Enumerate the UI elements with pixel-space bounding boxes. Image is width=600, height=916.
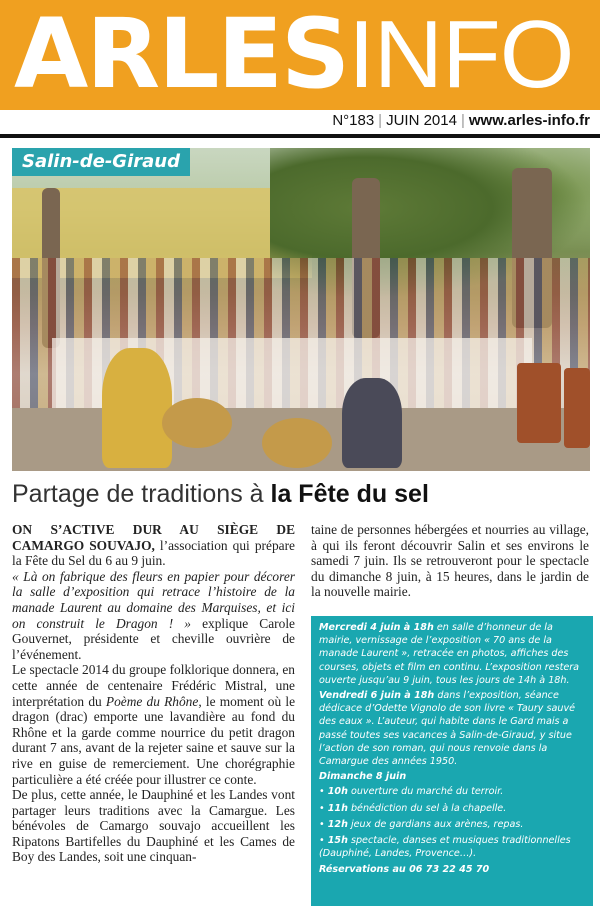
masthead bbox=[0, 0, 600, 110]
event-sunday-heading: Dimanche 8 juin bbox=[319, 771, 407, 783]
section-label: Salin-de-Giraud bbox=[12, 148, 190, 176]
issue-number: N°183 bbox=[332, 112, 375, 129]
paragraph: « Là on fabrique des fleurs en papier pour décorer la salle d’exposition qui retrace l’histoire de la manade Laurent au domaine des Marquises, et ici on construit le Dragon ! » explique Carole Gouvernet, présidente et cheville ouvrière de l’événement. bbox=[12, 568, 295, 662]
list-item: • 10h ouverture du marché du terroir. bbox=[319, 785, 585, 798]
paragraph: De plus, cette année, le Dauphiné et les Landes vont partager leurs traditions avec la Camargue. Les bénévoles de Camargo souvajo accueillent les Ripatons Bartifelles du Dauphiné et les Cames de Boy des Landes, soit une cinquan- bbox=[12, 787, 295, 865]
list-item: • 15h spectacle, danses et musiques traditionnelles (Dauphiné, Landes, Provence…). bbox=[319, 834, 585, 860]
separator: | bbox=[460, 112, 465, 129]
issue-bar bbox=[0, 110, 600, 134]
lead-text: ON S’ACTIVE DUR AU SIÈGE DE CAMARGO SOUVAJO, bbox=[12, 522, 295, 553]
separator: | bbox=[378, 112, 383, 129]
article-column-left bbox=[12, 522, 295, 865]
masthead-logo bbox=[14, 0, 574, 110]
paragraph: taine de personnes hébergées et nourries au village, à qui ils feront découvrir Salin et ses environs le samedi 7 juin. Ils se retrouveront pour le spectacle du dimanche 8 juin, à 15 heures, dans le jardin de la nouvelle mairie. bbox=[311, 522, 589, 600]
list-item: • 11h bénédiction du sel à la chapelle. bbox=[319, 802, 585, 815]
issue-info bbox=[332, 112, 590, 129]
paragraph: ON S’ACTIVE DUR AU SIÈGE DE CAMARGO SOUVAJO, l’association qui prépare la Fête du Sel du 6 au 9 juin. bbox=[12, 522, 295, 569]
list-item: • 12h jeux de gardians aux arènes, repas. bbox=[319, 818, 585, 831]
headline-bold: la Fête du sel bbox=[270, 480, 429, 508]
issue-date: JUIN 2014 bbox=[386, 112, 457, 129]
site-url[interactable]: www.arles-info.fr bbox=[468, 112, 590, 129]
article-headline bbox=[12, 480, 590, 514]
masthead-title-accent: INFO bbox=[348, 1, 574, 108]
article-photo bbox=[12, 148, 590, 471]
headline-prefix: Partage de traditions à bbox=[12, 480, 271, 508]
masthead-title-main: ARLES bbox=[14, 0, 349, 110]
paragraph: Le spectacle 2014 du groupe folklorique donnera, en cette année de centenaire Frédéric Mistral, une interprétation du Poème du Rhône, le moment où le dragon (drac) emporte une lavandière au fond du Rhône et la garde comme nourrice du petit dragon durant 7 ans, avant de la rejeter saine et sauve sur la rive en guise de remerciement. Une chorégraphie particulière a été créée pour illustrer ce conte. bbox=[12, 662, 296, 787]
event-friday: Vendredi 6 juin à 18h dans l’exposition, séance dédicace d’Odette Vignolo de son livre « Taury sauvé des eaux ». L’auteur, qui habite dans le Gard mais a passé toutes ses vacances à Salin-de-Giraud, y situe l’action de son roman, qui nous renvoie dans la Camargue des années 1950. bbox=[319, 690, 576, 768]
reservations: Réservations au 06 73 22 45 70 bbox=[319, 864, 490, 876]
event-wednesday: Mercredi 4 juin à 18h en salle d’honneur de la mairie, vernissage de l’exposition « 70 ans de la manade Laurent », retracée en photos, affiches des courses, objets et film en continu. L’exposition restera ouverte jusqu’au 9 juin, tous les jours de 14h à 18h. bbox=[319, 622, 580, 686]
article-column-right bbox=[311, 522, 589, 600]
sunday-schedule bbox=[319, 785, 585, 860]
quote: « Là on fabrique des fleurs en papier pour décorer la salle d’exposition qui retrace l’histoire de la manade Laurent au domaine des Marquises, et ici on construit le Dragon ! » bbox=[12, 568, 295, 631]
divider bbox=[0, 134, 600, 138]
events-box bbox=[311, 616, 593, 906]
